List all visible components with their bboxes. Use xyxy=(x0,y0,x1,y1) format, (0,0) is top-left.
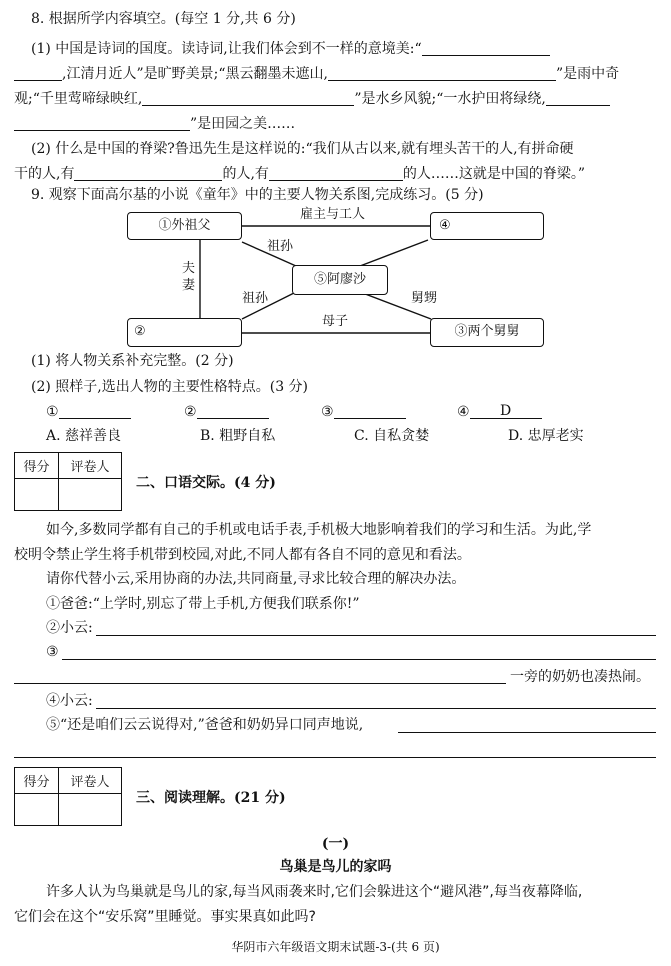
relation-nephew: 舅甥 xyxy=(411,291,438,306)
score-cell[interactable] xyxy=(15,794,59,826)
reading-part-label: (一) xyxy=(321,836,350,852)
trait-label-3: ③ xyxy=(321,404,334,420)
trait-blank-3 xyxy=(321,404,406,419)
node-uncles-label: ③两个舅舅 xyxy=(454,324,520,339)
node-grandfather xyxy=(127,212,242,240)
q8-p2-line1: (2) 什么是中国的脊梁?鲁迅先生是这样说的:“我们从古以来,就有埋头苦干的人,有拼命硬 xyxy=(31,141,574,157)
q8-p2-line2c: 的人……这就是中国的脊梁。” xyxy=(402,166,586,182)
option-b: B. 粗野自私 xyxy=(200,428,276,444)
q8-p1-line2b: ”是雨中奇 xyxy=(555,66,620,82)
trait-label-1: ① xyxy=(46,404,59,420)
article-line-1: 许多人认为鸟巢就是鸟儿的家,每当风雨袭来时,它们会躲进这个“避风港”,每当夜幕降临, xyxy=(46,884,583,900)
dialogue-3-end: 一旁的奶奶也凑热闹。 xyxy=(510,669,650,685)
relation-spouse-2: 妻 xyxy=(182,278,196,293)
dialogue-4: ④小云: xyxy=(46,693,93,709)
dialogue-3: ③ xyxy=(46,644,59,660)
answer-line[interactable] xyxy=(398,732,656,733)
trait-blank-4 xyxy=(457,404,542,419)
score-header: 得分 xyxy=(15,453,59,479)
page-footer: 华阴市六年级语文期末试题-3-(共 6 页) xyxy=(231,940,440,954)
answer-line[interactable] xyxy=(96,708,656,709)
node-2-label: ② xyxy=(134,324,146,339)
grader-header: 评卷人 xyxy=(59,453,122,479)
node-uncles xyxy=(430,318,544,347)
article-line-2: 它们会在这个“安乐窝”里睡觉。事实果真如此吗? xyxy=(14,909,316,925)
q8-p1-line1-text: (1) 中国是诗词的国度。读诗词,让我们体会到不一样的意境美:“ xyxy=(31,41,422,57)
score-table-2 xyxy=(14,452,122,511)
q9-sub2: (2) 照样子,选出人物的主要性格特点。(3 分) xyxy=(31,379,309,395)
relation-spouse-1: 夫 xyxy=(182,261,196,276)
relation-employer-worker: 雇主与工人 xyxy=(300,207,366,222)
option-a: A. 慈祥善良 xyxy=(46,428,122,444)
node-2 xyxy=(127,318,242,347)
trait-blank-1 xyxy=(46,404,131,419)
answer-line[interactable] xyxy=(62,659,656,660)
node-center-label: ⑤阿廖沙 xyxy=(313,272,366,287)
q8-p1-line3a: 观;“千里莺啼绿映红, xyxy=(14,91,143,107)
score-cell[interactable] xyxy=(15,479,59,511)
relation-mother-son: 母子 xyxy=(322,314,349,329)
dialogue-1: ①爸爸:“上学时,别忘了带上手机,方便我们联系你!” xyxy=(46,596,360,612)
relationship-diagram-lines xyxy=(0,0,671,360)
node-4-label: ④ xyxy=(439,218,451,233)
dialogue-2: ②小云: xyxy=(46,620,93,636)
relation-grandson-upper: 祖孙 xyxy=(267,239,294,254)
answer-blank[interactable] xyxy=(197,404,269,419)
trait-blank-2 xyxy=(184,404,269,419)
grader-header: 评卷人 xyxy=(59,768,122,794)
grader-cell[interactable] xyxy=(59,794,122,826)
node-grandfather-label: ①外祖父 xyxy=(158,218,211,233)
answer-blank[interactable] xyxy=(59,404,131,419)
dialogue-5: ⑤“还是咱们云云说得对,”爸爸和奶奶异口同声地说, xyxy=(46,717,364,733)
q8-p2-line2a: 干的人,有 xyxy=(14,166,75,182)
answer-line[interactable] xyxy=(14,683,506,684)
q8-p1-line3b: ”是水乡风貌;“一水护田将绿绕, xyxy=(354,91,546,107)
trait-label-4: ④ xyxy=(457,404,470,420)
option-c: C. 自私贪婪 xyxy=(354,428,430,444)
section2-title: 二、口语交际。(4 分) xyxy=(136,475,276,491)
section2-para2: 请你代替小云,采用协商的办法,共同商量,寻求比较合理的解决办法。 xyxy=(46,571,466,587)
section3-title: 三、阅读理解。(21 分) xyxy=(136,790,286,806)
score-header: 得分 xyxy=(15,768,59,794)
relation-grandson-lower: 祖孙 xyxy=(242,291,269,306)
section2-para1-line1: 如今,多数同学都有自己的手机或电话手表,手机极大地影响着我们的学习和生活。为此,学 xyxy=(46,522,592,538)
q8-p1-line4-text: ”是田园之美…… xyxy=(190,116,296,132)
article-title: 鸟巢是鸟儿的家吗 xyxy=(279,859,392,875)
grader-cell[interactable] xyxy=(59,479,122,511)
trait-label-2: ② xyxy=(184,404,197,420)
q8-p2-line2b: 的人,有 xyxy=(222,166,269,182)
node-center xyxy=(292,265,388,295)
score-table-3 xyxy=(14,767,122,826)
answer-line[interactable] xyxy=(96,635,656,636)
answer-line[interactable] xyxy=(14,757,656,758)
option-d: D. 忠厚老实 xyxy=(508,428,584,444)
q8-p1-line2a: ,江清月近人”是旷野美景;“黑云翻墨未遮山, xyxy=(62,66,328,82)
node-4 xyxy=(430,212,544,240)
section2-para1-line2: 校明令禁止学生将手机带到校园,对此,不同人都有各自不同的意见和看法。 xyxy=(14,547,471,563)
q8-title: 8. 根据所学内容填空。(每空 1 分,共 6 分) xyxy=(31,11,296,27)
q9-title: 9. 观察下面高尔基的小说《童年》中的主要人物关系图,完成练习。(5 分) xyxy=(31,187,484,203)
example-answer: D xyxy=(470,404,542,419)
q9-sub1: (1) 将人物关系补充完整。(2 分) xyxy=(31,353,234,369)
answer-blank[interactable] xyxy=(334,404,406,419)
